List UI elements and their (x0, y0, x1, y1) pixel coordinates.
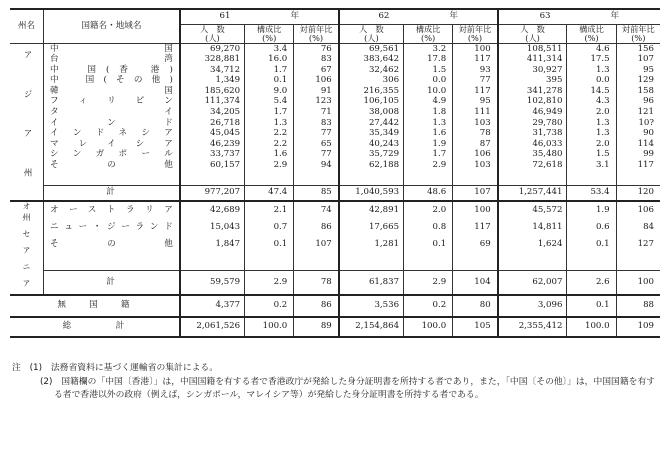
value-cell: 4.9 (404, 97, 453, 108)
value-cell: 1.3 (404, 118, 453, 129)
year-61-header: 61 年 (180, 9, 339, 25)
country-name: オーストラリア (44, 201, 180, 219)
country-name: インドネシア (44, 129, 180, 140)
stateless-label: 無 国 籍 (57, 300, 132, 311)
value-cell: 53.4 (567, 186, 616, 202)
value-cell: 0.1 (567, 295, 616, 317)
value-cell: 0.7 (245, 219, 294, 236)
year-62-header: 62 年 (339, 9, 498, 25)
value-cell: 46,033 (498, 139, 567, 150)
value-cell: 32,462 (339, 65, 404, 76)
value-cell: 46,949 (498, 108, 567, 119)
value-cell: 1,040,593 (339, 186, 404, 202)
value-cell: 45,045 (180, 129, 245, 140)
value-cell: 94 (294, 161, 339, 172)
value-cell: 76 (294, 44, 339, 55)
value-cell: 0.0 (404, 76, 453, 87)
country-name: シンガポール (44, 150, 180, 161)
value-cell: 91 (294, 86, 339, 97)
region-label-asia: ア ジ ア 州 (22, 49, 32, 191)
value-cell: 103 (453, 118, 498, 129)
oceania-subtotal-row (10, 270, 660, 295)
table-row (10, 219, 660, 236)
value-cell: 100 (453, 44, 498, 55)
value-cell: 2.9 (404, 161, 453, 172)
value-cell: 1.3 (567, 118, 616, 129)
value-cell: 2.6 (567, 270, 616, 295)
value-cell: 17,665 (339, 219, 404, 236)
value-cell: 62,188 (339, 161, 404, 172)
value-cell: 1.7 (404, 150, 453, 161)
value-cell: 59,579 (180, 270, 245, 295)
value-cell: 411,314 (498, 55, 567, 66)
value-cell: 120 (616, 186, 660, 202)
table-row (10, 201, 660, 219)
value-cell: 0.1 (245, 236, 294, 253)
value-cell: 2.0 (404, 201, 453, 219)
value-cell: 77 (294, 129, 339, 140)
share-header-62: 構成比 (%) (404, 25, 453, 44)
value-cell: 10.0 (404, 86, 453, 97)
value-cell: 1.6 (245, 150, 294, 161)
subtotal-label: 計 (44, 186, 180, 202)
value-cell: 86 (294, 219, 339, 236)
value-cell: 2.1 (245, 201, 294, 219)
value-cell: 89 (294, 317, 339, 337)
value-cell: 69,270 (180, 44, 245, 55)
value-cell: 129 (616, 76, 660, 87)
value-cell: 2.2 (245, 139, 294, 150)
value-cell: 33,737 (180, 150, 245, 161)
value-cell: 102,810 (498, 97, 567, 108)
table-row (10, 44, 660, 55)
year-63-header: 63 年 (498, 9, 660, 25)
value-cell: 100 (453, 201, 498, 219)
share-header-63: 構成比 (%) (567, 25, 616, 44)
value-cell: 100.0 (567, 317, 616, 337)
country-name: 中 国 (44, 44, 180, 55)
spacer-row (10, 171, 660, 186)
value-cell: 15,043 (180, 219, 245, 236)
value-cell: 1.9 (567, 201, 616, 219)
value-cell: 0.2 (404, 295, 453, 317)
totals-section (10, 295, 660, 337)
value-cell: 3,536 (339, 295, 404, 317)
value-cell: 69 (453, 236, 498, 253)
value-cell: 2.0 (567, 108, 616, 119)
value-cell: 2.9 (245, 270, 294, 295)
value-cell: 14.5 (567, 86, 616, 97)
value-cell: 114 (616, 139, 660, 150)
value-cell: 1.5 (404, 65, 453, 76)
value-cell: 48.6 (404, 186, 453, 202)
value-cell: 1.6 (404, 129, 453, 140)
value-cell: 341,278 (498, 86, 567, 97)
country-name: 台 湾 (44, 55, 180, 66)
value-cell: 158 (616, 86, 660, 97)
value-cell: 87 (453, 139, 498, 150)
value-cell: 2.9 (404, 270, 453, 295)
value-cell: 95 (616, 65, 660, 76)
value-cell: 1.5 (567, 150, 616, 161)
value-cell: 67 (294, 65, 339, 76)
value-cell: 42,689 (180, 201, 245, 219)
value-cell: 96 (616, 97, 660, 108)
value-cell: 47.4 (245, 186, 294, 202)
value-cell: 65 (294, 139, 339, 150)
value-cell: 17.5 (567, 55, 616, 66)
value-cell: 106 (616, 201, 660, 219)
value-cell: 1,281 (339, 236, 404, 253)
value-cell: 17.8 (404, 55, 453, 66)
value-cell: 111 (453, 108, 498, 119)
country-name: そ の 他 (44, 161, 180, 172)
value-cell: 99 (616, 150, 660, 161)
footnote-1: 注 (1) 法務省資料に基づく運輸省の集計による。 (12, 363, 219, 373)
country-name: そ の 他 (44, 236, 180, 253)
value-cell: 71 (294, 108, 339, 119)
value-cell: 83 (294, 118, 339, 129)
grand-total-label: 総 計 (62, 321, 127, 332)
value-cell: 3.2 (404, 44, 453, 55)
share-header-61: 構成比 (%) (245, 25, 294, 44)
value-cell: 84 (616, 219, 660, 236)
value-cell: 117 (616, 161, 660, 172)
country-column-header: 国籍名・地域名 (44, 9, 180, 44)
value-cell: 4.6 (567, 44, 616, 55)
persons-header-61: 人 数 (人) (180, 25, 245, 44)
value-cell: 123 (294, 97, 339, 108)
value-cell: 0.1 (245, 76, 294, 87)
value-cell: 27,442 (339, 118, 404, 129)
value-cell: 31,738 (498, 129, 567, 140)
value-cell: 107 (294, 236, 339, 253)
table-row (10, 129, 660, 140)
value-cell: 100 (616, 270, 660, 295)
value-cell: 0.8 (404, 219, 453, 236)
country-name: フ ィ リ ピ ン (44, 97, 180, 108)
footnote-2: (2) 国籍欄の「中国〔香港〕」は，中国国籍を有する者で香港政庁が発給した身分証明書を所持する者であり，また，「中国〔その他〕」は，中国国籍を有する者で香港以外の政府（例えば，シンガポール，マレイシア等）が発給した身分証明書を所持する者である。 (40, 376, 656, 400)
value-cell: 111,374 (180, 97, 245, 108)
value-cell: 1.7 (245, 108, 294, 119)
subtotal-label: 計 (44, 270, 180, 295)
value-cell: 977,207 (180, 186, 245, 202)
value-cell: 2,355,412 (498, 317, 567, 337)
value-cell: 2.9 (245, 161, 294, 172)
value-cell: 90 (616, 129, 660, 140)
yoy-header-61: 対前年比 (%) (294, 25, 339, 44)
value-cell: 78 (453, 129, 498, 140)
value-cell: 106 (453, 150, 498, 161)
value-cell: 35,349 (339, 129, 404, 140)
value-cell: 0.6 (567, 219, 616, 236)
value-cell: 35,729 (339, 150, 404, 161)
country-name: 中 国(香 港) (44, 65, 180, 76)
visitor-statistics-table (10, 8, 660, 338)
footnotes (12, 362, 662, 403)
value-cell: 93 (453, 65, 498, 76)
value-cell: 77 (294, 150, 339, 161)
value-cell: 1.3 (567, 65, 616, 76)
value-cell: 29,780 (498, 118, 567, 129)
asia-subtotal-row (10, 186, 660, 202)
asia-section (10, 44, 660, 202)
table-row (10, 55, 660, 66)
value-cell: 42,891 (339, 201, 404, 219)
value-cell: 1.8 (404, 108, 453, 119)
value-cell: 46,239 (180, 139, 245, 150)
table-row (10, 108, 660, 119)
value-cell: 61,837 (339, 270, 404, 295)
value-cell: 2.0 (567, 139, 616, 150)
value-cell: 30,927 (498, 65, 567, 76)
value-cell: 0.0 (567, 76, 616, 87)
table-row (10, 97, 660, 108)
value-cell: 74 (294, 201, 339, 219)
value-cell: 16.0 (245, 55, 294, 66)
value-cell: 10? (616, 118, 660, 129)
value-cell: 80 (453, 295, 498, 317)
table-row (10, 76, 660, 87)
value-cell: 127 (616, 236, 660, 253)
value-cell: 4.3 (567, 97, 616, 108)
value-cell: 1.3 (567, 129, 616, 140)
table-row (10, 150, 660, 161)
value-cell: 100.0 (404, 317, 453, 337)
country-name: タ イ (44, 108, 180, 119)
region-label-oceania: オ州 セ ア ニ ア (22, 202, 31, 291)
value-cell: 100.0 (245, 317, 294, 337)
country-name: ニュー・ジーランド (44, 219, 180, 236)
value-cell: 2,061,526 (180, 317, 245, 337)
value-cell: 38,008 (339, 108, 404, 119)
value-cell: 1.9 (404, 139, 453, 150)
value-cell: 34,205 (180, 108, 245, 119)
country-name: マ レ イ シ ア (44, 139, 180, 150)
country-name: イ ン ド (44, 118, 180, 129)
persons-header-62: 人 数 (人) (339, 25, 404, 44)
value-cell: 5.4 (245, 97, 294, 108)
value-cell: 72,618 (498, 161, 567, 172)
value-cell: 1.3 (245, 118, 294, 129)
value-cell: 85 (294, 186, 339, 202)
grand-total-row (10, 317, 660, 337)
table-row (10, 161, 660, 172)
value-cell: 69,561 (339, 44, 404, 55)
value-cell: 106 (294, 76, 339, 87)
country-name: 中 国(その他) (44, 76, 180, 87)
persons-header-63: 人 数 (人) (498, 25, 567, 44)
value-cell: 78 (294, 270, 339, 295)
value-cell: 34,712 (180, 65, 245, 76)
value-cell: 88 (616, 295, 660, 317)
value-cell: 107 (453, 186, 498, 202)
value-cell: 83 (294, 55, 339, 66)
country-name: 韓 国 (44, 86, 180, 97)
value-cell: 1,847 (180, 236, 245, 253)
value-cell: 86 (294, 295, 339, 317)
value-cell: 107 (616, 55, 660, 66)
value-cell: 2,154,864 (339, 317, 404, 337)
value-cell: 108,511 (498, 44, 567, 55)
value-cell: 105 (453, 317, 498, 337)
value-cell: 1,349 (180, 76, 245, 87)
value-cell: 156 (616, 44, 660, 55)
value-cell: 0.2 (245, 295, 294, 317)
value-cell: 2.2 (245, 129, 294, 140)
yoy-header-62: 対前年比 (%) (453, 25, 498, 44)
value-cell: 3.1 (567, 161, 616, 172)
value-cell: 103 (453, 161, 498, 172)
value-cell: 306 (339, 76, 404, 87)
value-cell: 1,257,441 (498, 186, 567, 202)
value-cell: 104 (453, 270, 498, 295)
value-cell: 383,642 (339, 55, 404, 66)
value-cell: 395 (498, 76, 567, 87)
value-cell: 35,480 (498, 150, 567, 161)
value-cell: 3,096 (498, 295, 567, 317)
region-column-header: 州名 (17, 20, 36, 31)
value-cell: 117 (453, 86, 498, 97)
value-cell: 185,620 (180, 86, 245, 97)
spacer-row (10, 253, 660, 271)
value-cell: 62,007 (498, 270, 567, 295)
value-cell: 95 (453, 97, 498, 108)
value-cell: 328,881 (180, 55, 245, 66)
value-cell: 14,811 (498, 219, 567, 236)
value-cell: 117 (453, 55, 498, 66)
value-cell: 1.7 (245, 65, 294, 76)
value-cell: 60,157 (180, 161, 245, 172)
value-cell: 0.1 (567, 236, 616, 253)
value-cell: 216,355 (339, 86, 404, 97)
value-cell: 106,105 (339, 97, 404, 108)
value-cell: 26,718 (180, 118, 245, 129)
value-cell: 0.1 (404, 236, 453, 253)
stateless-row (10, 295, 660, 317)
value-cell: 40,243 (339, 139, 404, 150)
oceania-section (10, 201, 660, 295)
value-cell: 77 (453, 76, 498, 87)
value-cell: 117 (453, 219, 498, 236)
value-cell: 3.4 (245, 44, 294, 55)
value-cell: 121 (616, 108, 660, 119)
value-cell: 9.0 (245, 86, 294, 97)
value-cell: 1,624 (498, 236, 567, 253)
yoy-header-63: 対前年比 (%) (616, 25, 660, 44)
table-row (10, 236, 660, 253)
value-cell: 109 (616, 317, 660, 337)
value-cell: 45,572 (498, 201, 567, 219)
value-cell: 4,377 (180, 295, 245, 317)
